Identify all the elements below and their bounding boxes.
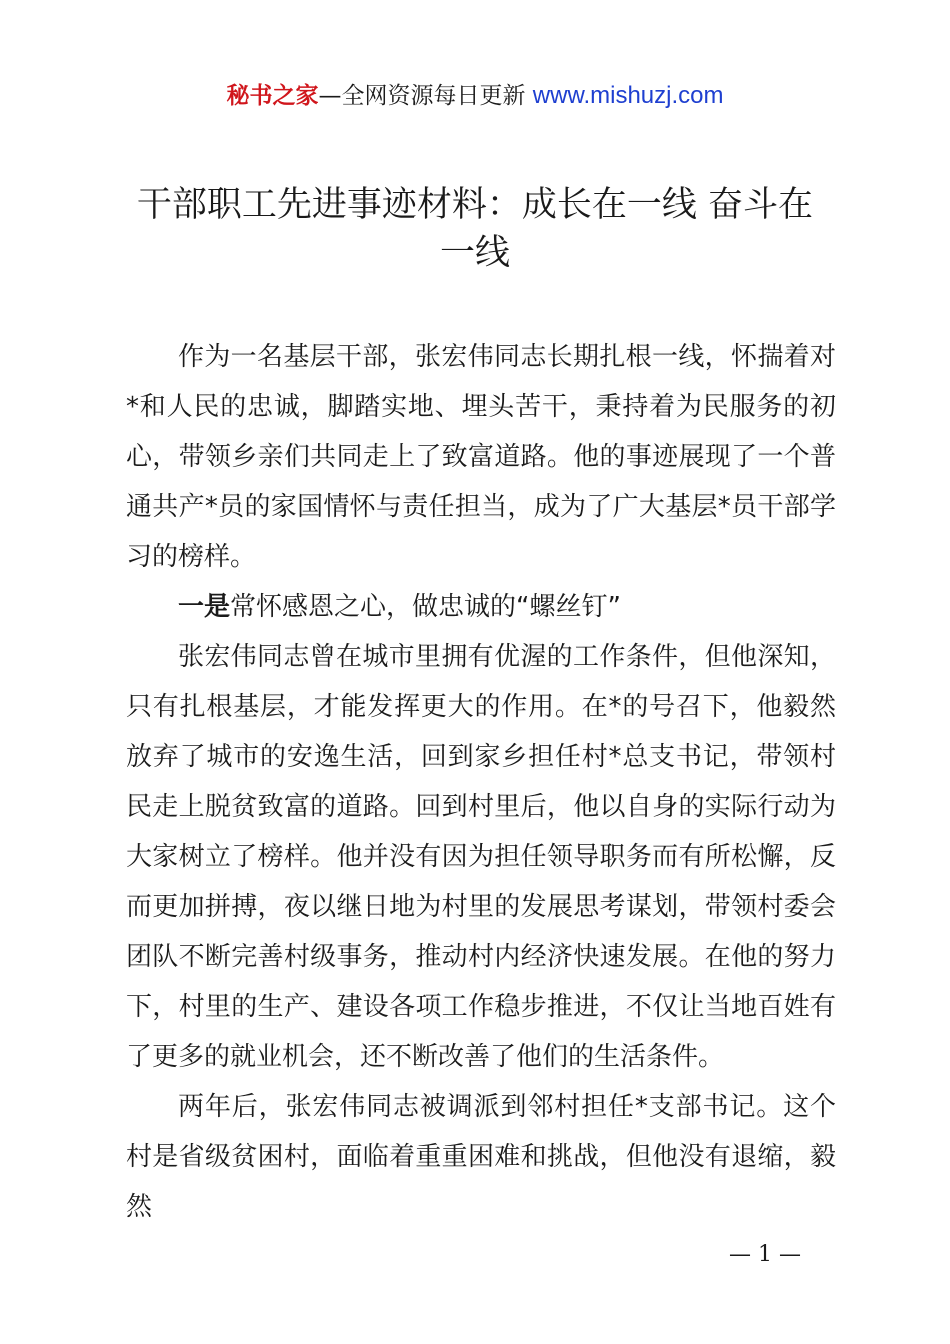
document-body — [126, 332, 836, 1232]
body-paragraph: 张宏伟同志曾在城市里拥有优渥的工作条件，但他深知，只有扎根基层，才能发挥更大的作用。在*的号召下，他毅然放弃了城市的安逸生活，回到家乡担任村*总支书记，带领村民走上脱贫致富的道路。回到村里后，他以自身的实际行动为大家树立了榜样。他并没有因为担任领导职务而有所松懈，反而更加拼搏，夜以继日地为村里的发展思考谋划，带领村委会团队不断完善村级事务，推动村内经济快速发展。在他的努力下，村里的生产、建设各项工作稳步推进，不仅让当地百姓有了更多的就业机会，还不断改善了他们的生活条件。 — [126, 642, 836, 1072]
section-heading-text: 常怀感恩之心，做忠诚的“螺丝钉” — [230, 592, 621, 622]
section-heading — [126, 582, 836, 632]
page-number: — 1 — — [729, 1242, 801, 1267]
body-paragraph: 两年后，张宏伟同志被调派到邻村担任*支部书记。这个村是省级贫困村，面临着重重困难和挑战，但他没有退缩，毅然 — [126, 1092, 836, 1222]
header-tagline: —全网资源每日更新 — [318, 83, 533, 109]
site-header — [0, 80, 950, 112]
brand-name: 秘书之家 — [226, 83, 319, 109]
intro-paragraph: 作为一名基层干部，张宏伟同志长期扎根一线，怀揣着对*和人民的忠诚，脚踏实地、埋头苦干，秉持着为民服务的初心，带领乡亲们共同走上了致富道路。他的事迹展现了一个普通共产*员的家国情怀与责任担当，成为了广大基层*员干部学习的榜样。 — [126, 342, 836, 572]
site-url-link[interactable]: www.mishuzj.com — [532, 82, 724, 109]
section-heading-lead: 一是 — [178, 592, 231, 622]
document-title: 干部职工先进事迹材料：成长在一线 奋斗在一线 — [136, 185, 814, 273]
